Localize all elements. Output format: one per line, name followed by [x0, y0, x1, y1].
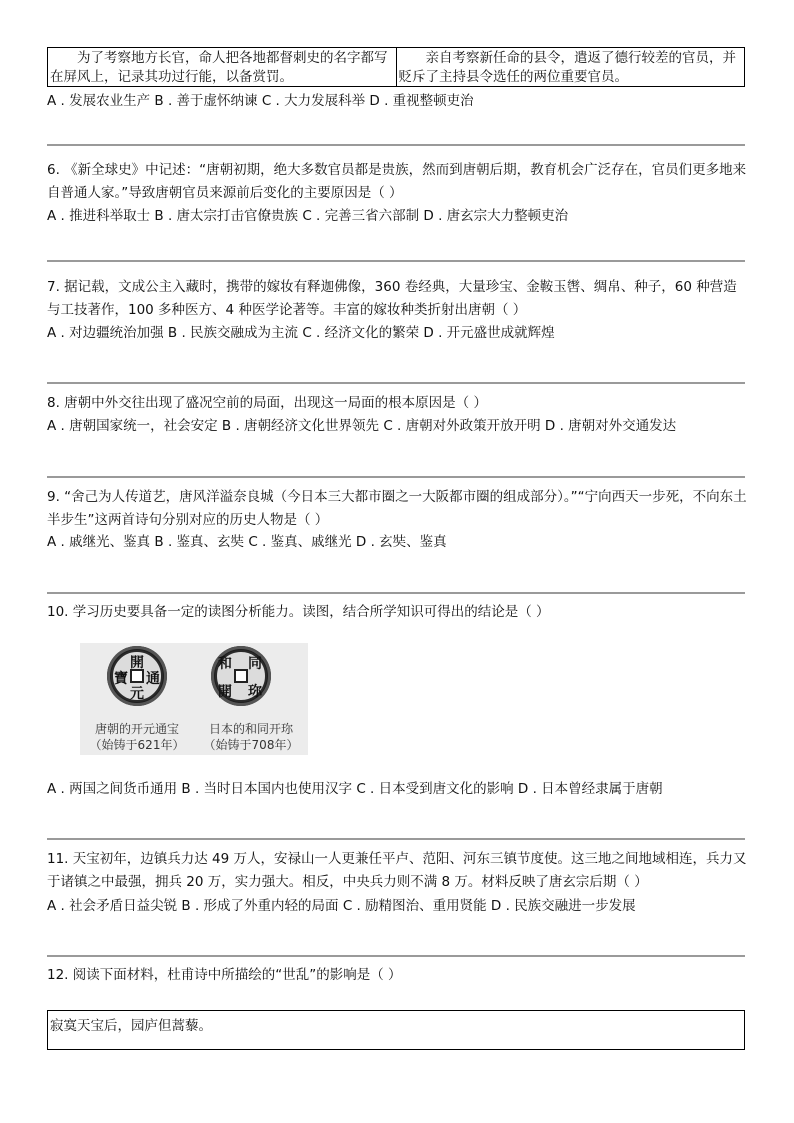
coin-char: 開	[218, 684, 232, 700]
q9-options: A . 戚继光、鉴真 B . 鉴真、玄奘 C . 鉴真、戚继光 D . 玄奘、鉴真	[47, 534, 447, 550]
q12-material: 寂寞天宝后，园庐但蒿藜。	[50, 1018, 212, 1034]
q8-stem: 8. 唐朝中外交往出现了盛况空前的局面，出现这一局面的根本原因是（ ）	[47, 395, 487, 411]
coin-char: 和	[218, 656, 232, 672]
wadokaichin-coin-image	[211, 646, 271, 706]
q11-options: A . 社会矛盾日益尖锐 B . 形成了外重内轻的局面 C . 励精图治、重用贤能 D . 民族交融进一步发展	[47, 898, 636, 914]
divider	[47, 592, 745, 594]
q7-stem: 7. 据记载，文成公主入藏时，携带的嫁妆有释迦佛像，360 卷经典，大量珍宝、金鞍玉辔、绸帛、种子，60 种营造与工技著作，100 多种医方、4 种医学论著等。丰富的嫁妆种类折射出唐朝（ ）	[47, 279, 737, 318]
q12-material-box	[47, 1010, 745, 1050]
q10-stem: 10. 学习历史要具备一定的读图分析能力。读图，结合所学知识可得出的结论是（ ）	[47, 604, 550, 620]
divider	[47, 260, 745, 262]
coin2-caption-line1: 日本的和同开珎	[208, 722, 293, 736]
coin2-caption-line2: （始铸于708年）	[203, 738, 299, 752]
coin-char: 元	[130, 686, 144, 702]
divider	[47, 476, 745, 478]
coin1-caption-line2: （始铸于621年）	[89, 738, 185, 752]
coin-char: 珎	[248, 684, 262, 700]
q9-stem: 9. “舍己为人传道艺，唐风洋溢奈良城（今日本三大都市圈之一大阪都市圈的组成部分）。”“宁向西天一步死，不向东土半步生”这两首诗句分别对应的历史人物是（ ）	[47, 489, 747, 528]
divider	[47, 838, 745, 840]
material-cell-left: 为了考察地方长官，命人把各地都督刺史的名字都写在屏风上，记录其功过行能，以备赏罚。	[48, 48, 397, 86]
coin1-caption	[80, 721, 194, 753]
q10-options: A . 两国之间货币通用 B . 当时日本国内也使用汉字 C . 日本受到唐文化的影响 D . 日本曾经隶属于唐朝	[47, 781, 663, 797]
material-table	[47, 47, 745, 87]
coin-char: 同	[248, 656, 262, 672]
q6-options: A . 推进科举取士 B . 唐太宗打击官僚贵族 C . 完善三省六部制 D . 唐玄宗大力整顿吏治	[47, 208, 569, 224]
q7-options: A . 对边疆统治加强 B . 民族交融成为主流 C . 经济文化的繁荣 D . 开元盛世成就辉煌	[47, 325, 555, 341]
divider	[47, 144, 745, 146]
coin-char: 寶	[114, 671, 128, 687]
q5-options: A . 发展农业生产 B . 善于虚怀纳谏 C . 大力发展科举 D . 重视整顿吏治	[47, 93, 474, 109]
q11-stem: 11. 天宝初年，边镇兵力达 49 万人，安禄山一人更兼任平卢、范阳、河东三镇节度使。这三地之间地域相连，兵力又于诸镇之中最强，拥兵 20 万，实力强大。相反，中央兵力则不满 8 万。材料反映了唐玄宗后期（ ）	[47, 851, 747, 890]
coin-char: 開	[130, 655, 144, 671]
kaiyuan-coin-image	[107, 646, 167, 706]
coin1-caption-line1: 唐朝的开元通宝	[94, 722, 179, 736]
q8-options: A . 唐朝国家统一，社会安定 B . 唐朝经济文化世界领先 C . 唐朝对外政策开放开明 D . 唐朝对外交通发达	[47, 418, 677, 434]
material-cell-right: 亲自考察新任命的县令，遣返了德行较差的官员，并贬斥了主持县令选任的两位重要官员。	[398, 50, 736, 85]
q6-stem: 6. 《新全球史》中记述：“唐朝初期，绝大多数官员都是贵族，然而到唐朝后期，教育机会广泛存在，官员们更多地来自普通人家。”导致唐朝官员来源前后变化的主要原因是（ ）	[47, 162, 747, 201]
coin-char: 通	[146, 671, 160, 687]
divider	[47, 955, 745, 957]
divider	[47, 382, 745, 384]
q12-stem: 12. 阅读下面材料，杜甫诗中所描绘的“世乱”的影响是（ ）	[47, 967, 402, 983]
coin2-caption	[194, 721, 308, 753]
coin-figure	[80, 643, 308, 755]
